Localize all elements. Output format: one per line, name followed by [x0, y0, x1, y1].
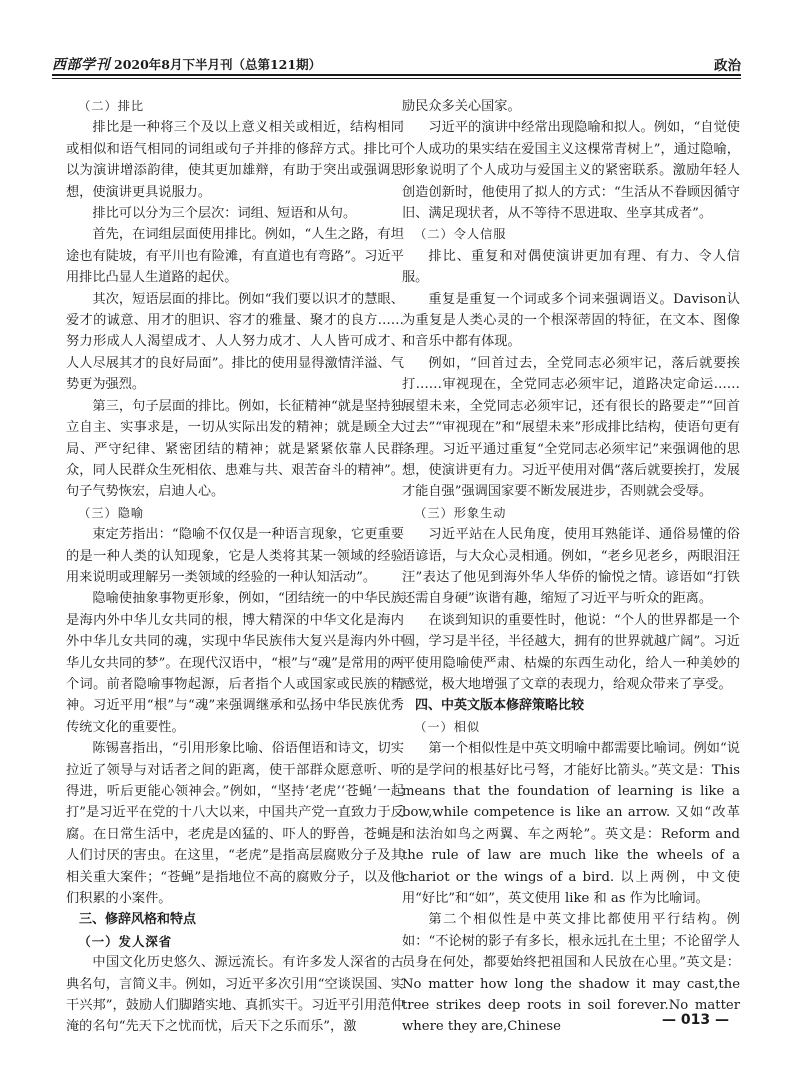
- header-rule-thin: [52, 78, 741, 79]
- paragraph: 中国文化历史悠久、源远流长。有许多发人深省的古典名句，言简义丰。例如，习近平多次引用“空谈误国、实干兴邦”，鼓励人们脚踏实地、真抓实干。习近平引用范仲淹的名句“先天下之忧而忧，后天下之乐而乐”，激: [66, 955, 404, 1035]
- paragraph: 隐喻使抽象事物更形象，例如，“团结统一的中华民族是海内外中华儿女共同的根，博大精深的中华文化是海内外中华儿女共同的魂，实现中华民族伟大复兴是海内外中华儿女共同的梦”。在现代汉语中，“根”与“魂”是常用的两个词。前者隐喻事物起源，后者指个人或国家或民族的精神。习近平用“根”与“魂”来强调继承和弘扬中华民族优秀传统文化的重要性。: [66, 591, 404, 735]
- journal-logo: 西部学刊: [52, 57, 110, 73]
- paragraph: 重复是重复一个词或多个词来强调语义。Davison认为重复是人类心灵的一个根深蒂固的特征，在文本、图像和音乐中都有体现。: [402, 291, 740, 350]
- paragraph: 排比可以分为三个层次：词组、短语和从句。: [92, 206, 357, 222]
- paragraph: 第三，句子层面的排比。例如，长征精神“就是坚持独立自主、实事求是，一切从实际出发的精神；就是顾全大局、严守纪律、紧密团结的精神；就是紧紧依靠人民群众，同人民群众生死相依、患难与共、艰苦奋斗的精神”。句子气势恢宏，启迪人心。: [66, 398, 404, 500]
- subsection-heading: （一）相似: [414, 719, 481, 734]
- paragraph: 励民众多关心国家。: [402, 99, 521, 114]
- paragraph: 首先，在词组层面使用排比。例如，“人生之路，有坦途也有陡坡，有平川也有险滩，有直道也有弯路”。习近平用排比凸显人生道路的起伏。: [66, 227, 404, 286]
- paragraph: 在谈到知识的重要性时，他说：“个人的世界都是一个圆，学习是半径，半径越大，拥有的世界就越广阔”。习近平使用隐喻使严肃、枯燥的东西生动化，给人一种美妙的感觉，极大地增强了文章的表现力，给观众带来了享受。: [402, 612, 740, 692]
- paragraph: 其次，短语层面的排比。例如“我们要以识才的慧眼、爱才的诚意、用才的胆识、容才的雅量、聚才的良方……努力形成人人渴望成才、人人努力成才、人人皆可成才、人人尽展其才的良好局面”。排比的使用显得激情洋溢、气势更为强烈。: [66, 291, 404, 393]
- paragraph: 排比、重复和对偶使演讲更加有理、有力、令人信服。: [402, 248, 740, 286]
- right-column: [402, 96, 740, 1038]
- paragraph: 陈锡喜指出，“引用形象比喻、俗语俚语和诗文，切实拉近了领导与对话者之间的距离，使干部群众愿意听、听得进，听后更能心领神会。”例如，“坚持‘老虎’‘苍蝇’一起打”是习近平在党的十八大以来，中国共产党一直致力于反腐。在日常生活中，老虎是凶猛的、吓人的野兽，苍蝇是人们讨厌的害虫。在这里，“老虎”是指高层腐败分子及其相关重大案件；“苍蝇”是指地位不高的腐败分子，以及他们积累的小案件。: [66, 741, 404, 907]
- header-rule: [52, 74, 741, 76]
- issue-info: 2020年8月下半月刊（总第121期）: [114, 57, 322, 72]
- subsection-heading: （三）隐喻: [78, 505, 145, 520]
- paragraph: 第一个相似性是中英文明喻中都需要比喻词。例如“说的是学问的根基好比弓弩，才能好比箭头。”英文是：This means that the foundation of learning is like a bow,while competence is like an arrow. 又如“改革和法治如鸟之两翼、车之两轮”。英文是：Reform and the rule of law are much like the wheels of a chariot or the wings of a bird. 以上两例，中文使用“好比”和“如”，英文使用 like 和 as 作为比喻词。: [402, 741, 740, 907]
- paragraph: 习近平站在人民角度，使用耳熟能详、通俗易懂的俗语谚语，与大众心灵相通。例如，“老乡见老乡，两眼泪汪汪”表达了他见到海外华人华侨的愉悦之情。谚语如“打铁还需自身硬”诙谐有趣，缩短了习近平与听众的距离。: [402, 527, 740, 607]
- paragraph: 第二个相似性是中英文排比都使用平行结构。例如：“不论树的影子有多长，根永远扎在土里；不论留学人员身在何处，都要始终把祖国和人民放在心里。”英文是：No matter how long the shadow it may cast,the tree strikes deep roots in soil forever.No matter where they are,Chinese: [402, 912, 740, 1035]
- paragraph: 束定芳指出：“隐喻不仅仅是一种语言现象，它更重要的是一种人类的认知现象，它是人类将其某一领域的经验用来说明或理解另一类领域的经验的一种认知活动”。: [66, 527, 404, 585]
- page-number: — 013 —: [662, 1012, 729, 1028]
- section-heading: 三、修辞风格和特点: [79, 912, 197, 928]
- header-journal: [52, 54, 321, 74]
- subsection-heading: （二）排比: [78, 99, 145, 113]
- subsection-heading: （三）形象生动: [414, 505, 507, 520]
- paragraph: 习近平的演讲中经常出现隐喻和拟人。例如，“自觉使个人成功的果实结在爱国主义这棵常青树上”，通过隐喻，形象说明了个人成功与爱国主义的紧密联系。激励年轻人创造创新时，他使用了拟人的方式：“生活从不眷顾因循守旧、满足现状者，从不等待不思进取、坐享其成者”。: [402, 120, 740, 222]
- section-heading: 四、中英文版本修辞策略比较: [415, 698, 585, 714]
- subsection-heading: （一）发人深省: [78, 933, 173, 949]
- page-header: [52, 52, 741, 78]
- paragraph: 排比是一种将三个及以上意义相关或相近，结构相同或相似和语气相同的词组或句子并排的修辞方式。排比可以为演讲增添韵律，使其更加雄辩，有助于突出或强调思想，使演讲更具说服力。: [66, 120, 404, 200]
- paragraph: 例如，“回首过去，全党同志必须牢记，落后就要挨打……审视现在，全党同志必须牢记，道路决定命运……展望未来，全党同志必须牢记，还有很长的路要走”“回首过去”“审视现在”和“展望未来”形成排比结构，使语句更有条理。习近平通过重复“全党同志必须牢记”来强调他的思想，使演讲更有力。习近平使用对偶“落后就要挨打，发展才能自强”强调国家要不断发展进步，否则就会受辱。: [402, 355, 740, 500]
- left-column: [66, 96, 404, 1038]
- subsection-heading: （二）令人信服: [414, 227, 507, 242]
- section-label: 政治: [714, 58, 741, 74]
